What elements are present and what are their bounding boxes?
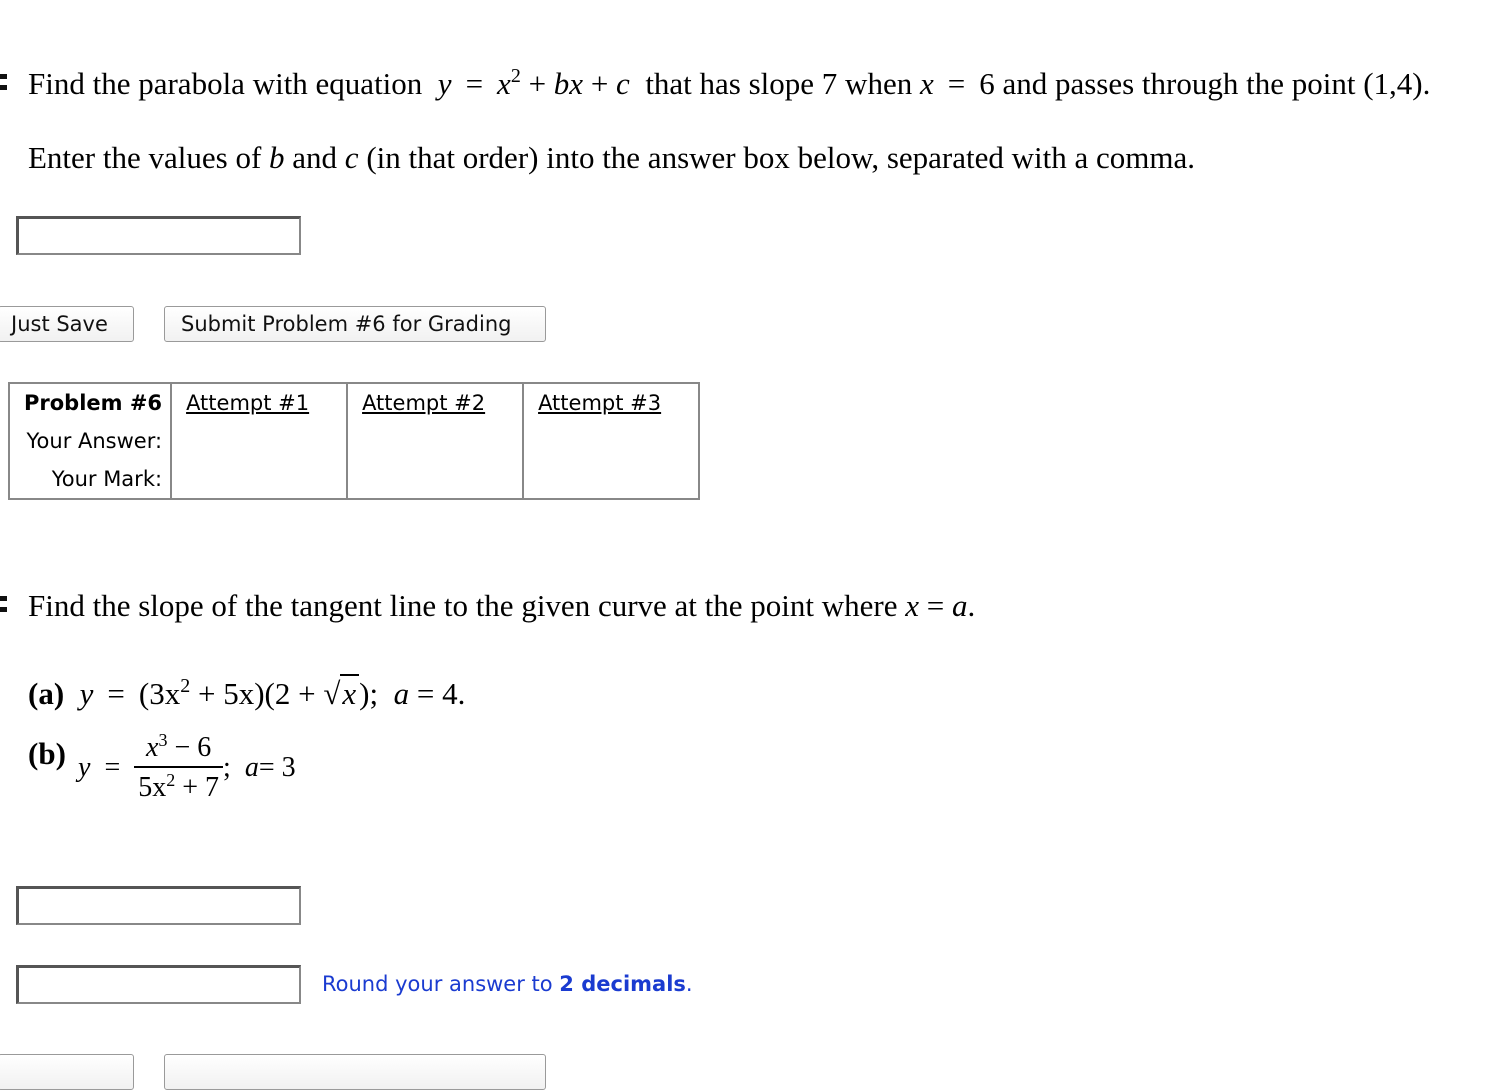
attempt-3-mark (523, 460, 699, 499)
your-mark-label: Your Mark: (9, 460, 171, 499)
your-answer-label: Your Answer: (9, 422, 171, 460)
problem-7-part-b: y = $\frac{x^3 - 6}{5x^2 + 7}$ ; a = 3 (78, 730, 296, 803)
problem-7-question: Find the slope of the tangent line to the given curve at the point where x = a. (28, 588, 976, 623)
problem-6-instruction: Enter the values of b and c (in that order) into the answer box below, separated with a comma. (28, 140, 1196, 175)
problem-marker-icon (0, 74, 7, 90)
attempt-3-link[interactable]: Attempt #3 (538, 391, 662, 415)
problem-6-question: Find the parabola with equation $y = x^2$ + bx + c that has slope 7 when x = 6 and passes through the point (1,4). (28, 65, 1431, 101)
problem-7-part-b-label: (b) (28, 736, 66, 771)
just-save-button[interactable]: Just Save (0, 306, 134, 342)
problem-header: Problem #6 (9, 383, 171, 422)
part-a-label: (a) (28, 676, 65, 711)
problem-7a-answer-input[interactable] (16, 886, 301, 925)
just-save-button[interactable] (0, 1054, 134, 1090)
square-root-icon: √x (323, 678, 359, 709)
part-b-fraction: $\frac{x^3 - 6}{5x^2 + 7}$ (134, 732, 223, 804)
submit-problem-button[interactable]: Submit Problem #6 for Grading (164, 306, 546, 342)
problem-6-answer-input[interactable] (16, 216, 301, 255)
problem-7b-answer-input[interactable] (16, 965, 301, 1004)
attempt-2-mark (347, 460, 523, 499)
problem-7-part-a: (a) $y = (3x^2 + 5x)(2 + √x)$; a = 4. (28, 675, 466, 711)
attempt-2-answer (347, 422, 523, 460)
table-row (9, 460, 699, 499)
attempt-1-mark (171, 460, 347, 499)
attempt-3-answer (523, 422, 699, 460)
table-row (9, 383, 699, 422)
attempt-1-link[interactable]: Attempt #1 (171, 383, 347, 422)
attempt-2-link[interactable]: Attempt #2 (347, 383, 523, 422)
attempt-history-table (8, 382, 700, 500)
problem-marker-icon (0, 596, 7, 612)
rounding-note: Round your answer to 2 decimals. (322, 972, 693, 996)
table-row (9, 422, 699, 460)
submit-problem-button[interactable] (164, 1054, 546, 1090)
attempt-1-answer (171, 422, 347, 460)
